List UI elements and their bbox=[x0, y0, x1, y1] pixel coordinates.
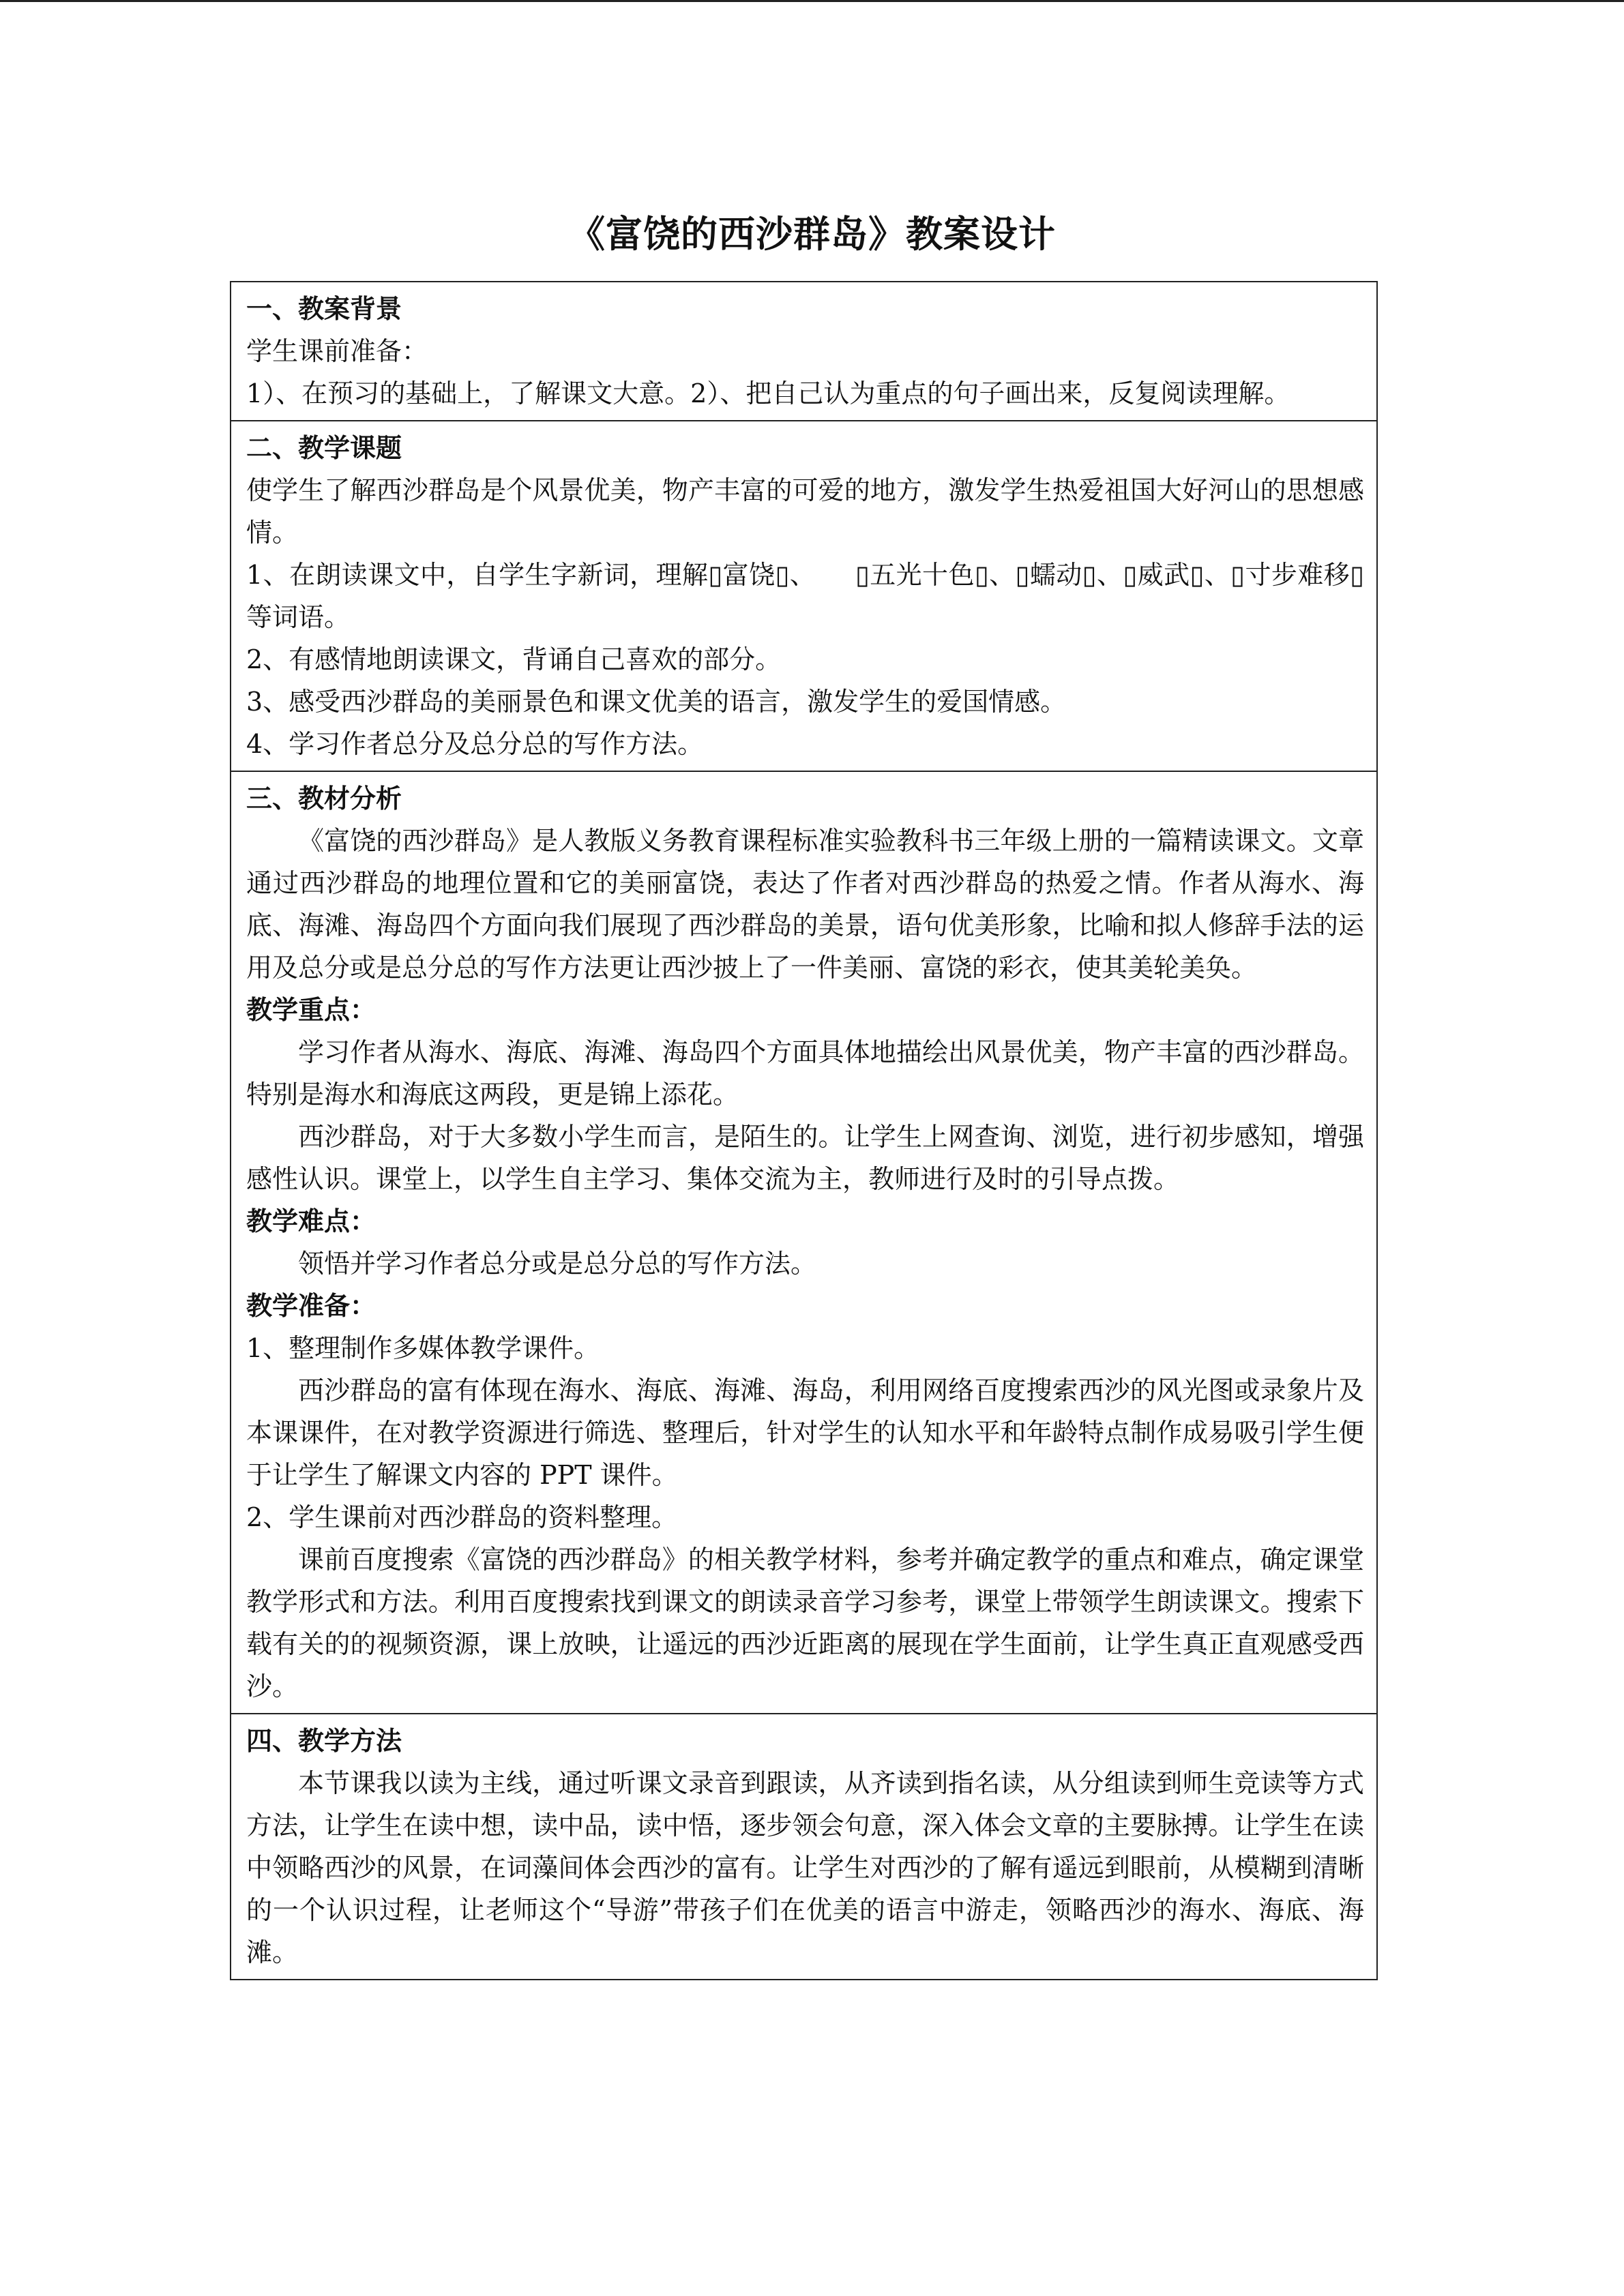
lesson-plan-table bbox=[230, 281, 1378, 1980]
student-prep-text: 1）、在预习的基础上，了解课文大意。2）、把自己认为重点的句子画出来，反复阅读理解。 bbox=[246, 378, 1290, 408]
section-heading: 一、教案背景 bbox=[246, 293, 402, 324]
section-heading: 二、教学课题 bbox=[246, 432, 402, 463]
topic-objective: 4、学习作者总分及总分总的写作方法。 bbox=[246, 729, 704, 759]
analysis-intro: 《富饶的西沙群岛》是人教版义务教育课程标准实验教科书三年级上册的一篇精读课文。文章通过西沙群岛的地理位置和它的美丽富饶，表达了作者对西沙群岛的热爱之情。作者从海水、海底、海滩、海岛四个方面向我们展现了西沙群岛的美景，语句优美形象，比喻和拟人修辞手法的运用及总分或是总分总的写作方法更让西沙披上了一件美丽、富饶的彩衣，使其美轮美奂。 bbox=[246, 826, 1364, 983]
topic-goal: 使学生了解西沙群岛是个风景优美，物产丰富的可爱的地方，激发学生热爱祖国大好河山的思想感情。 bbox=[246, 475, 1364, 548]
section-background bbox=[231, 282, 1376, 420]
difficulty-paragraph: 领悟并学习作者总分或是总分总的写作方法。 bbox=[298, 1249, 817, 1279]
key-point-paragraph: 西沙群岛，对于大多数小学生而言，是陌生的。让学生上网查询、浏览，进行初步感知，增强感性认识。课堂上，以学生自主学习、集体交流为主，教师进行及时的引导点拨。 bbox=[246, 1122, 1364, 1194]
prep-item-title: 2、学生课前对西沙群岛的资料整理。 bbox=[246, 1502, 678, 1532]
section-method bbox=[231, 1713, 1376, 1979]
section-topic bbox=[231, 420, 1376, 771]
difficulty-heading: 教学难点： bbox=[246, 1206, 377, 1236]
section-heading: 四、教学方法 bbox=[246, 1725, 402, 1756]
method-paragraph: 本节课我以读为主线，通过听课文录音到跟读，从齐读到指名读，从分组读到师生竞读等方式方法，让学生在读中想，读中品，读中悟，逐步领会句意，深入体会文章的主要脉搏。让学生在读中领略西沙的风景，在词藻间体会西沙的富有。让学生对西沙的了解有遥远到眼前，从模糊到清晰的一个认识过程，让老师这个“导游”带孩子们在优美的语言中游走，领略西沙的海水、海底、海滩。 bbox=[246, 1768, 1364, 1967]
key-point-paragraph: 学习作者从海水、海底、海滩、海岛四个方面具体地描绘出风景优美，物产丰富的西沙群岛。特别是海水和海底这两段，更是锦上添花。 bbox=[246, 1037, 1364, 1109]
section-analysis bbox=[231, 771, 1376, 1713]
document-title: 《富饶的西沙群岛》教案设计 bbox=[568, 212, 1056, 256]
page-top-border bbox=[0, 0, 1624, 2]
topic-objective: 3、感受西沙群岛的美丽景色和课文优美的语言，激发学生的爱国情感。 bbox=[246, 687, 1067, 717]
prep-item-body: 西沙群岛的富有体现在海水、海底、海滩、海岛，利用网络百度搜索西沙的风光图或录象片及本课课件，在对教学资源进行筛选、整理后，针对学生的认知水平和年龄特点制作成易吸引学生便于让学生了解课文内容的 PPT 课件。 bbox=[246, 1375, 1364, 1490]
prep-heading: 教学准备： bbox=[246, 1290, 377, 1321]
topic-objective: 1、在朗读课文中，自学生字新词，理解▯富饶▯、 ▯五光十色▯、▯蠕动▯、▯威武▯、▯寸步难移▯等词语。 bbox=[246, 560, 1364, 632]
prep-item-title: 1、整理制作多媒体教学课件。 bbox=[246, 1333, 600, 1363]
section-heading: 三、教材分析 bbox=[246, 783, 402, 814]
key-points-heading: 教学重点： bbox=[246, 994, 377, 1025]
topic-objective: 2、有感情地朗读课文，背诵自己喜欢的部分。 bbox=[246, 644, 782, 674]
prep-item-body: 课前百度搜索《富饶的西沙群岛》的相关教学材料，参考并确定教学的重点和难点，确定课堂教学形式和方法。利用百度搜索找到课文的朗读录音学习参考，课堂上带领学生朗读课文。搜索下载有关的的视频资源，课上放映，让遥远的西沙近距离的展现在学生面前，让学生真正直观感受西沙。 bbox=[246, 1545, 1364, 1701]
student-prep-label: 学生课前准备： bbox=[246, 336, 428, 366]
